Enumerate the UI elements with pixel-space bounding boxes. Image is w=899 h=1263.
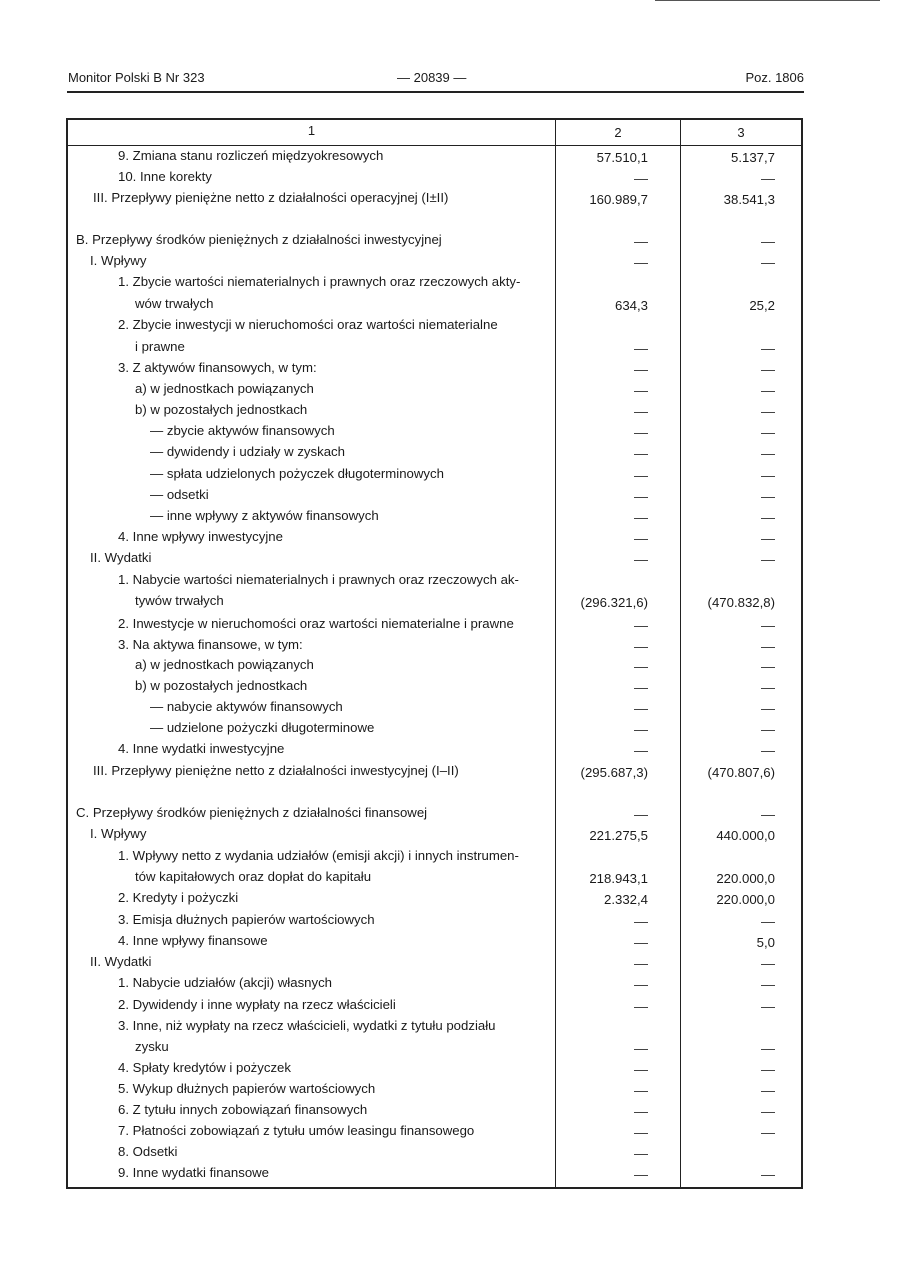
nil-dash bbox=[634, 688, 648, 689]
nil-dash bbox=[761, 370, 775, 371]
nil-dash bbox=[761, 539, 775, 540]
nil-dash bbox=[634, 412, 648, 413]
table-row bbox=[68, 867, 801, 887]
value-col-3 bbox=[761, 466, 775, 486]
row-label: — spłata udzielonych pożyczek długoterminowych bbox=[150, 466, 444, 481]
value-col-2 bbox=[634, 678, 648, 698]
nil-dash bbox=[761, 412, 775, 413]
row-label: 2. Dywidendy i inne wypłaty na rzecz właścicieli bbox=[118, 997, 396, 1012]
nil-dash bbox=[634, 518, 648, 519]
table-row bbox=[68, 718, 801, 738]
nil-dash bbox=[634, 391, 648, 392]
value-col-3 bbox=[761, 1039, 775, 1059]
nil-dash bbox=[761, 1091, 775, 1092]
row-label: 4. Inne wydatki inwestycyjne bbox=[118, 741, 285, 756]
row-label: i prawne bbox=[135, 339, 185, 354]
row-label: II. Wydatki bbox=[90, 954, 152, 969]
nil-dash bbox=[761, 922, 775, 923]
value-col-2: (296.321,6) bbox=[580, 595, 648, 610]
nil-dash bbox=[634, 709, 648, 710]
row-label: 1. Nabycie wartości niematerialnych i prawnych oraz rzeczowych ak- bbox=[118, 572, 519, 587]
nil-dash bbox=[634, 349, 648, 350]
value-col-2 bbox=[634, 444, 648, 464]
nil-dash bbox=[761, 1112, 775, 1113]
nil-dash bbox=[761, 518, 775, 519]
nil-dash bbox=[634, 667, 648, 668]
table-row bbox=[68, 614, 801, 634]
nil-dash bbox=[634, 922, 648, 923]
row-label: a) w jednostkach powiązanych bbox=[135, 657, 314, 672]
value-col-3 bbox=[761, 699, 775, 719]
row-label: 1. Wpływy netto z wydania udziałów (emisji akcji) i innych instrumen- bbox=[118, 848, 519, 863]
value-col-3 bbox=[761, 678, 775, 698]
value-col-3 bbox=[761, 360, 775, 380]
value-col-3: 220.000,0 bbox=[716, 871, 775, 886]
value-col-2: 2.332,4 bbox=[604, 892, 648, 907]
row-label: b) w pozostałych jednostkach bbox=[135, 402, 308, 417]
row-label: C. Przepływy środków pieniężnych z działalności finansowej bbox=[76, 805, 428, 820]
value-col-3 bbox=[761, 637, 775, 657]
value-col-2 bbox=[634, 1060, 648, 1080]
value-col-2 bbox=[634, 720, 648, 740]
row-label: I. Wpływy bbox=[90, 253, 147, 268]
value-col-3 bbox=[761, 997, 775, 1017]
nil-dash bbox=[634, 454, 648, 455]
value-col-2 bbox=[634, 529, 648, 549]
row-label: 2. Kredyty i pożyczki bbox=[118, 890, 239, 905]
nil-dash bbox=[634, 985, 648, 986]
value-col-2 bbox=[634, 487, 648, 507]
nil-dash bbox=[634, 370, 648, 371]
table-row bbox=[68, 1016, 801, 1036]
row-label: b) w pozostałych jednostkach bbox=[135, 678, 308, 693]
row-label: — inne wpływy z aktywów finansowych bbox=[150, 508, 379, 523]
row-label: 2. Zbycie inwestycji w nieruchomości oraz wartości niematerialne bbox=[118, 317, 498, 332]
value-col-2 bbox=[634, 657, 648, 677]
value-col-2 bbox=[634, 381, 648, 401]
value-col-2 bbox=[634, 1081, 648, 1101]
value-col-2: 218.943,1 bbox=[589, 871, 648, 886]
value-col-3 bbox=[761, 339, 775, 359]
value-col-3 bbox=[761, 381, 775, 401]
value-col-3: 38.541,3 bbox=[723, 192, 775, 207]
row-label: 4. Inne wpływy inwestycyjne bbox=[118, 529, 283, 544]
row-label: III. Przepływy pieniężne netto z działalności inwestycyjnej (I–II) bbox=[93, 763, 459, 778]
table-row bbox=[68, 952, 801, 972]
value-col-3: (470.832,8) bbox=[707, 595, 775, 610]
value-col-3 bbox=[761, 487, 775, 507]
row-label: 10. Inne korekty bbox=[118, 169, 212, 184]
nil-dash bbox=[761, 964, 775, 965]
nil-dash bbox=[634, 476, 648, 477]
value-col-2 bbox=[634, 360, 648, 380]
value-col-2 bbox=[634, 169, 648, 189]
nil-dash bbox=[634, 730, 648, 731]
table-row bbox=[68, 1142, 801, 1162]
table-row bbox=[68, 442, 801, 462]
table-row bbox=[68, 1037, 801, 1057]
row-label: 3. Na aktywa finansowe, w tym: bbox=[118, 637, 303, 652]
row-label: 4. Spłaty kredytów i pożyczek bbox=[118, 1060, 291, 1075]
table-row bbox=[68, 931, 801, 951]
row-label: 1. Nabycie udziałów (akcji) własnych bbox=[118, 975, 333, 990]
nil-dash bbox=[634, 626, 648, 627]
value-col-2 bbox=[634, 508, 648, 528]
table-row bbox=[68, 527, 801, 547]
table-row bbox=[68, 1058, 801, 1078]
value-col-3: 220.000,0 bbox=[716, 892, 775, 907]
value-col-2 bbox=[634, 933, 648, 953]
nil-dash bbox=[761, 667, 775, 668]
value-col-3: 25,2 bbox=[749, 298, 775, 313]
table-row bbox=[68, 973, 801, 993]
nil-dash bbox=[634, 179, 648, 180]
nil-dash bbox=[761, 709, 775, 710]
table-row bbox=[68, 676, 801, 696]
nil-dash bbox=[761, 626, 775, 627]
row-label: 7. Płatności zobowiązań z tytułu umów leasingu finansowego bbox=[118, 1123, 475, 1138]
value-col-2 bbox=[634, 1123, 648, 1143]
table-row bbox=[68, 337, 801, 357]
table-row bbox=[68, 230, 801, 250]
table-row bbox=[68, 697, 801, 717]
value-col-2 bbox=[634, 741, 648, 761]
table-row bbox=[68, 910, 801, 930]
nil-dash bbox=[634, 1133, 648, 1134]
table-row bbox=[68, 824, 801, 844]
row-label: 4. Inne wpływy finansowe bbox=[118, 933, 268, 948]
value-col-2 bbox=[634, 616, 648, 636]
row-label: 3. Inne, niż wypłaty na rzecz właścicieli, wydatki z tytułu podziału bbox=[118, 1018, 496, 1033]
table-row bbox=[68, 635, 801, 655]
nil-dash bbox=[761, 179, 775, 180]
value-col-3 bbox=[761, 1102, 775, 1122]
row-label: — udzielone pożyczki długoterminowe bbox=[150, 720, 375, 735]
table-row bbox=[68, 1163, 801, 1183]
row-label: I. Wpływy bbox=[90, 826, 147, 841]
value-col-3 bbox=[761, 169, 775, 189]
table-row bbox=[68, 761, 801, 781]
value-col-2 bbox=[634, 805, 648, 825]
value-col-2 bbox=[634, 253, 648, 273]
nil-dash bbox=[761, 1070, 775, 1071]
value-col-3 bbox=[761, 253, 775, 273]
value-col-2 bbox=[634, 1102, 648, 1122]
nil-dash bbox=[634, 433, 648, 434]
nil-dash bbox=[634, 242, 648, 243]
table-row bbox=[68, 485, 801, 505]
value-col-3 bbox=[761, 975, 775, 995]
cash-flow-table bbox=[66, 118, 803, 1189]
value-col-3 bbox=[761, 508, 775, 528]
value-col-2 bbox=[634, 402, 648, 422]
position-number: Poz. 1806 bbox=[745, 70, 804, 85]
nil-dash bbox=[761, 497, 775, 498]
nil-dash bbox=[761, 242, 775, 243]
nil-dash bbox=[761, 815, 775, 816]
table-row bbox=[68, 655, 801, 675]
value-col-3 bbox=[761, 444, 775, 464]
value-col-3 bbox=[761, 1060, 775, 1080]
column-header-1: 1 bbox=[307, 123, 316, 138]
table-row bbox=[68, 188, 801, 208]
row-label: a) w jednostkach powiązanych bbox=[135, 381, 314, 396]
nil-dash bbox=[634, 1049, 648, 1050]
table-row bbox=[68, 272, 801, 292]
row-label: 5. Wykup dłużnych papierów wartościowych bbox=[118, 1081, 376, 1096]
value-col-2 bbox=[634, 637, 648, 657]
value-col-3 bbox=[761, 616, 775, 636]
table-row bbox=[68, 379, 801, 399]
table-row bbox=[68, 358, 801, 378]
page-number: — 20839 — bbox=[397, 70, 467, 85]
nil-dash bbox=[634, 815, 648, 816]
nil-dash bbox=[761, 560, 775, 561]
nil-dash bbox=[634, 1070, 648, 1071]
nil-dash bbox=[634, 1112, 648, 1113]
value-col-3 bbox=[761, 232, 775, 252]
nil-dash bbox=[634, 1175, 648, 1176]
table-row bbox=[68, 421, 801, 441]
value-col-2 bbox=[634, 912, 648, 932]
value-col-3 bbox=[761, 741, 775, 761]
nil-dash bbox=[761, 730, 775, 731]
top-rule bbox=[655, 0, 880, 1]
nil-dash bbox=[761, 349, 775, 350]
row-label: — dywidendy i udziały w zyskach bbox=[150, 444, 345, 459]
value-col-2: 221.275,5 bbox=[589, 828, 648, 843]
table-row bbox=[68, 803, 801, 823]
value-col-3 bbox=[761, 954, 775, 974]
value-col-2 bbox=[634, 339, 648, 359]
table-row bbox=[68, 995, 801, 1015]
value-col-3 bbox=[761, 657, 775, 677]
row-label: zysku bbox=[135, 1039, 169, 1054]
value-col-2 bbox=[634, 232, 648, 252]
table-row bbox=[68, 167, 801, 187]
value-col-2 bbox=[634, 550, 648, 570]
row-label: B. Przepływy środków pieniężnych z działalności inwestycyjnej bbox=[76, 232, 442, 247]
value-col-3 bbox=[761, 423, 775, 443]
table-row bbox=[68, 1079, 801, 1099]
nil-dash bbox=[761, 985, 775, 986]
value-col-2 bbox=[634, 423, 648, 443]
value-col-3 bbox=[761, 720, 775, 740]
row-label: 9. Zmiana stanu rozliczeń międzyokresowych bbox=[118, 148, 384, 163]
table-row bbox=[68, 548, 801, 568]
row-label: tów kapitałowych oraz dopłat do kapitału bbox=[135, 869, 372, 884]
page-header bbox=[67, 70, 804, 90]
value-col-3 bbox=[761, 402, 775, 422]
value-col-2 bbox=[634, 466, 648, 486]
publication-title: Monitor Polski B Nr 323 bbox=[68, 70, 205, 85]
nil-dash bbox=[634, 497, 648, 498]
row-label: — odsetki bbox=[150, 487, 209, 502]
nil-dash bbox=[634, 539, 648, 540]
table-row bbox=[68, 1100, 801, 1120]
row-label: wów trwałych bbox=[135, 296, 214, 311]
row-label: 6. Z tytułu innych zobowiązań finansowych bbox=[118, 1102, 368, 1117]
table-row bbox=[68, 400, 801, 420]
nil-dash bbox=[761, 1133, 775, 1134]
table-row bbox=[68, 506, 801, 526]
row-label: III. Przepływy pieniężne netto z działalności operacyjnej (I±II) bbox=[93, 190, 449, 205]
value-col-3: (470.807,6) bbox=[707, 765, 775, 780]
value-col-2: (295.687,3) bbox=[580, 765, 648, 780]
row-label: 2. Inwestycje w nieruchomości oraz wartości niematerialne i prawne bbox=[118, 616, 514, 631]
nil-dash bbox=[634, 560, 648, 561]
row-label: II. Wydatki bbox=[90, 550, 152, 565]
row-label: — zbycie aktywów finansowych bbox=[150, 423, 335, 438]
nil-dash bbox=[761, 688, 775, 689]
row-label: 9. Inne wydatki finansowe bbox=[118, 1165, 270, 1180]
row-label: tywów trwałych bbox=[135, 593, 224, 608]
nil-dash bbox=[761, 647, 775, 648]
value-col-2 bbox=[634, 975, 648, 995]
nil-dash bbox=[634, 964, 648, 965]
value-col-2 bbox=[634, 699, 648, 719]
value-col-3 bbox=[761, 912, 775, 932]
nil-dash bbox=[634, 647, 648, 648]
table-row bbox=[68, 464, 801, 484]
table-row bbox=[68, 251, 801, 271]
value-col-2 bbox=[634, 997, 648, 1017]
nil-dash bbox=[634, 263, 648, 264]
value-col-3 bbox=[761, 1123, 775, 1143]
nil-dash bbox=[761, 476, 775, 477]
header-rule bbox=[67, 91, 804, 93]
column-header-3: 3 bbox=[737, 125, 745, 140]
nil-dash bbox=[634, 943, 648, 944]
nil-dash bbox=[761, 751, 775, 752]
value-col-2: 57.510,1 bbox=[596, 150, 648, 165]
nil-dash bbox=[634, 1091, 648, 1092]
table-row bbox=[68, 294, 801, 314]
value-col-2: 634,3 bbox=[614, 298, 648, 313]
nil-dash bbox=[761, 1007, 775, 1008]
nil-dash bbox=[761, 1049, 775, 1050]
column-header-2: 2 bbox=[614, 125, 622, 140]
value-col-2 bbox=[634, 1165, 648, 1185]
value-col-3 bbox=[761, 1081, 775, 1101]
table-row bbox=[68, 146, 801, 166]
nil-dash bbox=[634, 751, 648, 752]
value-col-3 bbox=[761, 805, 775, 825]
table-row bbox=[68, 739, 801, 759]
table-row bbox=[68, 591, 801, 611]
row-label: 8. Odsetki bbox=[118, 1144, 178, 1159]
table-row bbox=[68, 1121, 801, 1141]
value-col-3 bbox=[761, 1165, 775, 1185]
value-col-3: 5.137,7 bbox=[731, 150, 775, 165]
table-row bbox=[68, 846, 801, 866]
table-row bbox=[68, 888, 801, 908]
value-col-3: 5,0 bbox=[756, 935, 775, 950]
nil-dash bbox=[761, 263, 775, 264]
row-label: — nabycie aktywów finansowych bbox=[150, 699, 343, 714]
nil-dash bbox=[634, 1154, 648, 1155]
row-label: 3. Z aktywów finansowych, w tym: bbox=[118, 360, 317, 375]
value-col-2 bbox=[634, 954, 648, 974]
nil-dash bbox=[761, 454, 775, 455]
row-label: 1. Zbycie wartości niematerialnych i prawnych oraz rzeczowych akty- bbox=[118, 274, 521, 289]
row-label: 3. Emisja dłużnych papierów wartościowych bbox=[118, 912, 375, 927]
value-col-2 bbox=[634, 1039, 648, 1059]
value-col-2: 160.989,7 bbox=[589, 192, 648, 207]
value-col-3 bbox=[761, 550, 775, 570]
nil-dash bbox=[761, 391, 775, 392]
value-col-2 bbox=[634, 1144, 648, 1164]
value-col-3: 440.000,0 bbox=[716, 828, 775, 843]
table-row bbox=[68, 570, 801, 590]
nil-dash bbox=[761, 433, 775, 434]
nil-dash bbox=[761, 1175, 775, 1176]
value-col-3 bbox=[761, 529, 775, 549]
table-row bbox=[68, 315, 801, 335]
nil-dash bbox=[634, 1007, 648, 1008]
